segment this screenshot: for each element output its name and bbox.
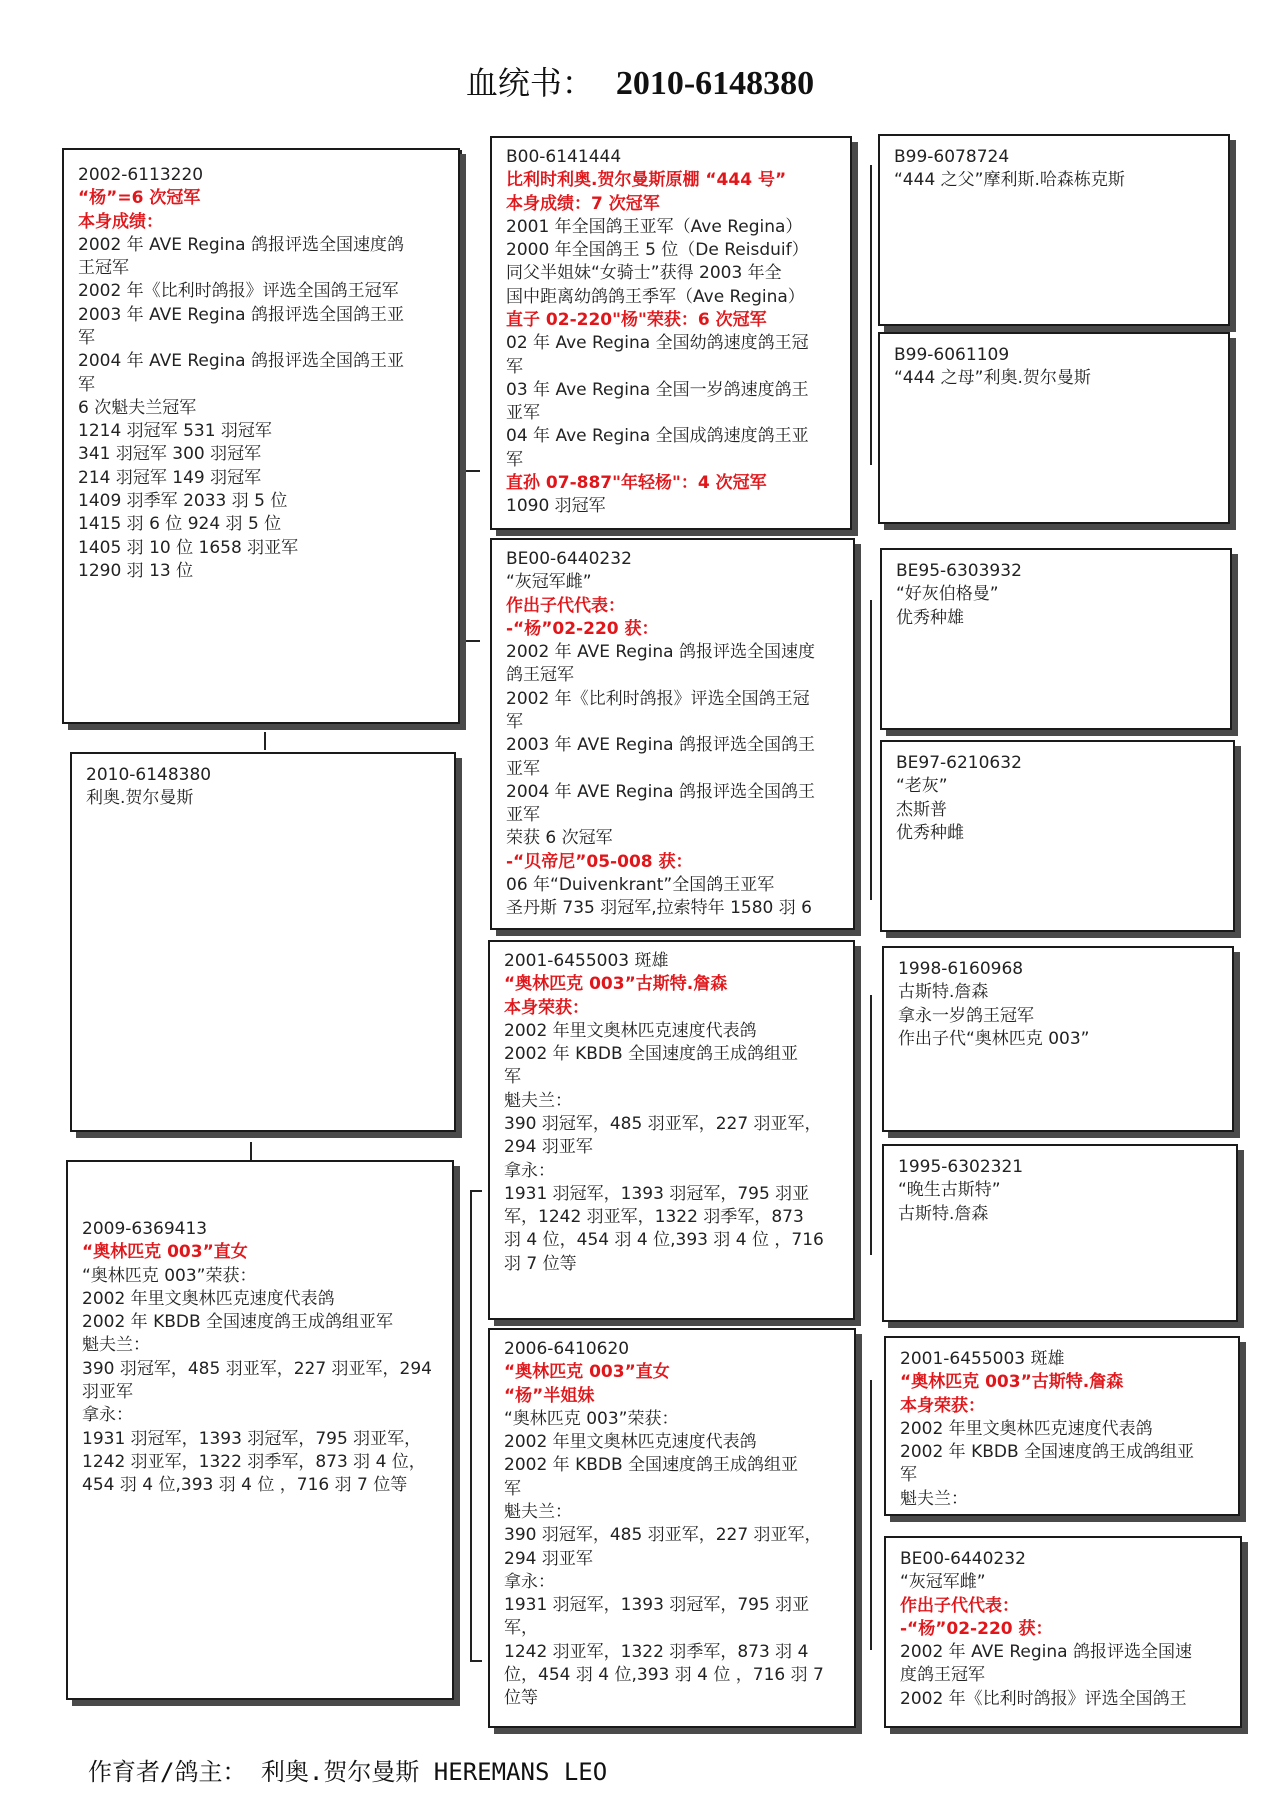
pedigree-line: “杨”=6 次冠军	[78, 188, 201, 209]
pedigree-line: 2002 年《比利时鸽报》评选全国鸽王冠军	[78, 281, 399, 302]
pedigree-line: “老灰”	[896, 776, 948, 797]
pedigree-line: 本身成绩：7 次冠军	[506, 193, 660, 214]
pedigree-line: 本身成绩：	[78, 211, 163, 232]
pedigree-line: 军	[900, 1465, 917, 1486]
pedigree-line: 羽 7 位等	[504, 1253, 577, 1274]
connector	[870, 165, 872, 465]
breeder-footer: 作育者/鸽主： 利奥.贺尔曼斯 HEREMANS LEO	[88, 1758, 608, 1786]
pedigree-line: 羽亚军	[82, 1381, 133, 1402]
pedigree-line: 位等	[504, 1688, 538, 1709]
pedigree-line: 2002 年 KBDB 全国速度鸽王成鸽组亚军	[82, 1312, 394, 1333]
pedigree-line: 圣丹斯 735 羽冠军,拉索特年 1580 羽 6	[506, 898, 812, 919]
pedigree-line: “444 之母”利奥.贺尔曼斯	[894, 368, 1091, 389]
pedigree-line: 1242 羽亚军，1322 羽季军，873 羽 4 位，	[82, 1451, 426, 1472]
pedigree-line: “奥林匹克 003”直女	[504, 1362, 670, 1383]
pedigree-line: 1931 羽冠军，1393 羽冠军，795 羽亚军，	[504, 1595, 810, 1639]
pedigree-line: 军	[506, 449, 523, 470]
pedigree-line: 拿永：	[82, 1405, 133, 1426]
pedigree-line: 拿永一岁鸽王冠军	[898, 1005, 1034, 1026]
pedigree-line: 2002 年 AVE Regina 鸽报评选全国速	[900, 1642, 1193, 1663]
connector	[870, 600, 872, 900]
pedigree-line: 390 羽冠军，485 羽亚军，227 羽亚军，	[504, 1525, 822, 1546]
pedigree-line: BE00-6440232	[900, 1549, 1026, 1569]
pedigree-line: -“杨”02-220 获：	[506, 618, 659, 639]
pedigree-line: 2001-6455003 斑雄	[900, 1349, 1065, 1369]
pedigree-line: 1405 羽 10 位 1658 羽亚军	[78, 537, 299, 558]
connector	[470, 1190, 482, 1192]
pedigree-line: 魁夫兰：	[900, 1488, 968, 1509]
pedigree-line: 羽 4 位，454 羽 4 位,393 羽 4 位 ，716	[504, 1230, 824, 1251]
pedigree-line: “杨”半姐妹	[504, 1385, 595, 1406]
pedigree-line: 1995-6302321	[898, 1157, 1024, 1177]
pedigree-line: 本身荣获：	[900, 1395, 985, 1416]
pedigree-line: B00-6141444	[506, 147, 622, 167]
pedigree-line: 2001-6455003 斑雄	[504, 951, 669, 971]
pedigree-line: 2004 年 AVE Regina 鸽报评选全国鸽王	[506, 781, 816, 802]
pedigree-line: 优秀种雄	[896, 607, 964, 628]
pedigree-line: 1931 羽冠军，1393 羽冠军，795 羽亚	[504, 1183, 810, 1204]
pedigree-line: 1931 羽冠军，1393 羽冠军，795 羽亚军，	[82, 1428, 422, 1449]
pedigree-line: 度鸽王冠军	[900, 1665, 985, 1686]
dam-sire-sire-box	[882, 946, 1234, 1132]
pedigree-line: 魁夫兰：	[82, 1335, 150, 1356]
pedigree-line: 军	[506, 711, 523, 732]
pedigree-line: 鸽王冠军	[506, 665, 574, 686]
connector	[470, 1190, 472, 1660]
pedigree-line: 亚军	[506, 805, 540, 826]
pedigree-line: 2002 年《比利时鸽报》评选全国鸽王冠	[506, 688, 810, 709]
pedigree-line: 2002 年《比利时鸽报》评选全国鸽王	[900, 1688, 1187, 1709]
pedigree-line: 6 次魁夫兰冠军	[78, 397, 197, 418]
pedigree-line: BE97-6210632	[896, 753, 1022, 773]
pedigree-line: 390 羽冠军，485 羽亚军，227 羽亚军，294	[82, 1358, 433, 1379]
pedigree-line: 军	[78, 374, 95, 395]
pedigree-line: 04 年 Ave Regina 全国成鸽速度鸽王亚	[506, 426, 809, 447]
pedigree-line: 优秀种雌	[896, 822, 964, 843]
page-title	[0, 58, 1280, 104]
pedigree-line: “好灰伯格曼”	[896, 584, 999, 605]
pedigree-line: 341 羽冠军 300 羽冠军	[78, 444, 262, 465]
pedigree-line: 1998-6160968	[898, 959, 1024, 979]
pedigree-line: “奥林匹克 003”荣获：	[82, 1265, 257, 1286]
pedigree-line: 2003 年 AVE Regina 鸽报评选全国鸽王亚	[78, 304, 405, 325]
dam-sire-dam-box	[882, 1144, 1238, 1322]
pedigree-line: 军	[504, 1478, 521, 1499]
pedigree-line: 拿永：	[504, 1160, 555, 1181]
pedigree-line: -“杨”02-220 获：	[900, 1618, 1053, 1639]
pedigree-line: 390 羽冠军，485 羽亚军，227 羽亚军，	[504, 1113, 822, 1134]
pedigree-line: 2009-6369413	[82, 1219, 208, 1239]
pedigree-line: 02 年 Ave Regina 全国幼鸽速度鸽王冠	[506, 333, 809, 354]
pedigree-line: 2000 年全国鸽王 5 位（De Reisduif）	[506, 240, 809, 261]
pedigree-line: “晚生古斯特”	[898, 1180, 1001, 1201]
pedigree-line: 1090 羽冠军	[506, 496, 606, 517]
pedigree-line: 杰斯普	[896, 799, 947, 820]
pedigree-line: 荣获 6 次冠军	[506, 828, 613, 849]
pedigree-line: 2002-6113220	[78, 165, 204, 185]
pedigree-line: “444 之父”摩利斯.哈森栋克斯	[894, 170, 1125, 191]
pedigree-line: 本身荣获：	[504, 997, 589, 1018]
pedigree-line: “奥林匹克 003”古斯特.詹森	[504, 974, 728, 995]
pedigree-line: B99-6078724	[894, 147, 1010, 167]
sire-dam-sire-box	[880, 548, 1232, 730]
pedigree-line: 1242 羽亚军，1322 羽季军，873 羽 4	[504, 1641, 809, 1662]
pedigree-line: 同父半姐妹“女骑士”获得 2003 年全	[506, 263, 782, 284]
pedigree-line: 比利时利奥.贺尔曼斯原棚 “444 号”	[506, 170, 787, 191]
pedigree-line: 2004 年 AVE Regina 鸽报评选全国鸽王亚	[78, 351, 405, 372]
pedigree-line: 2002 年里文奥林匹克速度代表鸽	[504, 1432, 757, 1453]
dam-dam-box	[488, 1328, 856, 1728]
pedigree-line: 魁夫兰：	[504, 1090, 572, 1111]
pedigree-line: 魁夫兰：	[504, 1501, 572, 1522]
pedigree-line: 王冠军	[78, 258, 129, 279]
pedigree-line: 214 羽冠军 149 羽冠军	[78, 467, 262, 488]
pedigree-line: 2003 年 AVE Regina 鸽报评选全国鸽王	[506, 735, 816, 756]
pedigree-line: 2002 年里文奥林匹克速度代表鸽	[504, 1020, 757, 1041]
pedigree-line: 作出子代代表：	[506, 595, 625, 616]
dam-dam-dam-box	[884, 1536, 1242, 1728]
pedigree-line: 2006-6410620	[504, 1339, 630, 1359]
pedigree-line: B99-6061109	[894, 345, 1010, 365]
sire-sire-sire-box	[878, 134, 1230, 326]
sire-sire-box	[490, 136, 852, 530]
subject-box	[70, 752, 456, 1132]
sire-sire-dam-box	[878, 332, 1230, 524]
pedigree-line: 2002 年 KBDB 全国速度鸽王成鸽组亚	[900, 1442, 1195, 1463]
pedigree-line: 03 年 Ave Regina 全国一岁鸽速度鸽王	[506, 379, 809, 400]
sire-box	[62, 148, 460, 724]
title-label: 血统书：	[465, 64, 594, 102]
pedigree-line: 2002 年里文奥林匹克速度代表鸽	[82, 1288, 335, 1309]
connector	[870, 995, 872, 1255]
pedigree-number: 2010-6148380	[615, 65, 815, 102]
pedigree-line: 军	[506, 356, 523, 377]
pedigree-line: 294 羽亚军	[504, 1137, 593, 1158]
pedigree-line: 2002 年 AVE Regina 鸽报评选全国速度鸽	[78, 234, 405, 255]
pedigree-line: BE95-6303932	[896, 561, 1022, 581]
pedigree-line: 2001 年全国鸽王亚军（Ave Regina）	[506, 216, 803, 237]
pedigree-line: 1409 羽季军 2033 羽 5 位	[78, 490, 288, 511]
sire-dam-box	[490, 538, 855, 930]
pedigree-line: “奥林匹克 003”荣获：	[504, 1408, 679, 1429]
pedigree-line: 国中距离幼鸽鸽王季军（Ave Regina）	[506, 286, 805, 307]
pedigree-line: 06 年“Duivenkrant”全国鸽王亚军	[506, 874, 775, 895]
pedigree-line: 作出子代代表：	[900, 1595, 1019, 1616]
pedigree-line: BE00-6440232	[506, 549, 632, 569]
pedigree-line: 军，1242 羽亚军，1322 羽季军，873	[504, 1207, 804, 1228]
pedigree-line: 2002 年 KBDB 全国速度鸽王成鸽组亚	[504, 1044, 799, 1065]
pedigree-line: 2002 年 AVE Regina 鸽报评选全国速度	[506, 642, 816, 663]
pedigree-line: “灰冠军雌”	[900, 1572, 986, 1593]
connector	[264, 732, 266, 750]
pedigree-line: 294 羽亚军	[504, 1548, 593, 1569]
pedigree-line: 军	[504, 1067, 521, 1088]
pedigree-line: 位，454 羽 4 位,393 羽 4 位 ，716 羽 7	[504, 1664, 824, 1685]
pedigree-line: 亚军	[506, 758, 540, 779]
pedigree-line: 1415 羽 6 位 924 羽 5 位	[78, 514, 282, 535]
connector	[870, 1380, 872, 1650]
pedigree-line: 利奥.贺尔曼斯	[86, 788, 194, 809]
connector	[460, 470, 480, 472]
pedigree-line: 直子 02-220"杨"荣获：6 次冠军	[506, 309, 767, 330]
pedigree-line: 2010-6148380	[86, 765, 212, 785]
pedigree-line: “灰冠军雌”	[506, 572, 592, 593]
pedigree-line: 1214 羽冠军 531 羽冠军	[78, 421, 272, 442]
pedigree-line: 直孙 07-887"年轻杨"：4 次冠军	[506, 472, 767, 493]
pedigree-line: 古斯特.詹森	[898, 1203, 989, 1224]
pedigree-line: 亚军	[506, 403, 540, 424]
pedigree-line: -“贝帝尼”05-008 获：	[506, 851, 693, 872]
connector	[470, 1660, 482, 1662]
pedigree-line: “奥林匹克 003”古斯特.詹森	[900, 1372, 1124, 1393]
pedigree-line: 454 羽 4 位,393 羽 4 位 ，716 羽 7 位等	[82, 1475, 408, 1496]
sire-dam-dam-box	[880, 740, 1235, 932]
pedigree-line: 军	[78, 327, 95, 348]
pedigree-line: 拿永：	[504, 1571, 555, 1592]
connector	[460, 150, 462, 640]
dam-box	[66, 1160, 454, 1700]
connector	[460, 640, 480, 642]
dam-sire-box	[488, 940, 855, 1320]
pedigree-line: 2002 年 KBDB 全国速度鸽王成鸽组亚	[504, 1455, 799, 1476]
pedigree-line: 古斯特.詹森	[898, 982, 989, 1003]
pedigree-line: “奥林匹克 003”直女	[82, 1242, 248, 1263]
pedigree-line: 作出子代“奥林匹克 003”	[898, 1028, 1090, 1049]
dam-dam-sire-box	[884, 1336, 1240, 1516]
pedigree-line: 1290 羽 13 位	[78, 560, 194, 581]
pedigree-line: 2002 年里文奥林匹克速度代表鸽	[900, 1418, 1153, 1439]
